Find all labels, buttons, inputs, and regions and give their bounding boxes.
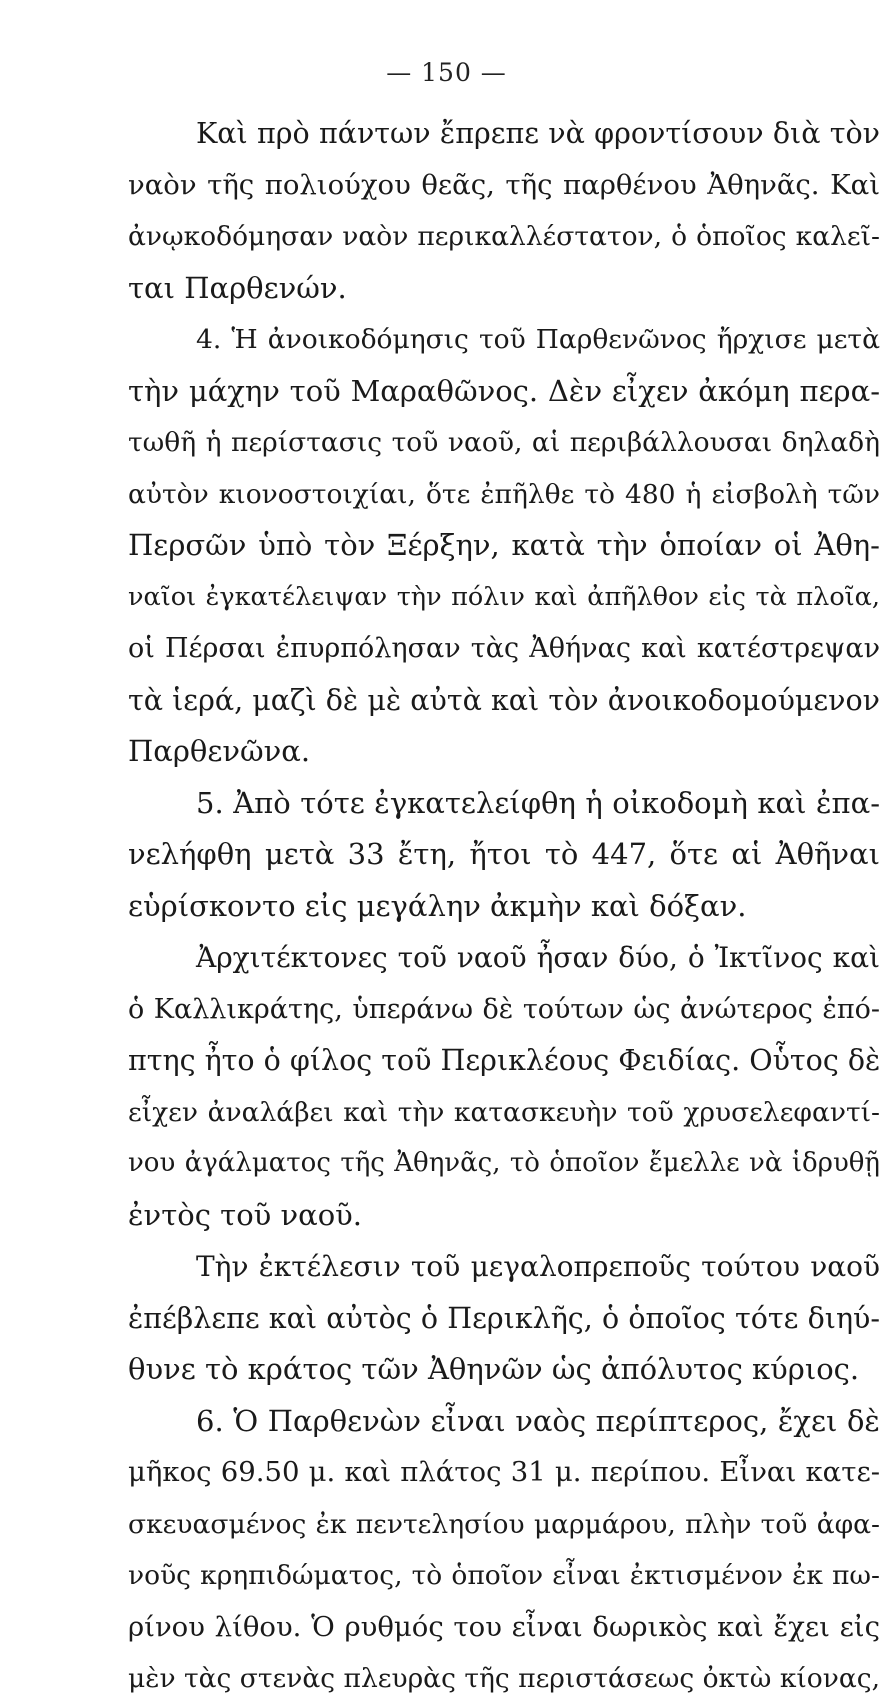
text-line: σκευασμένος ἐκ πεντελησίου μαρμάρου, πλὴν τοῦ ἀφα- (128, 1508, 880, 1540)
text-line: αὐτὸν κιονοστοιχίαι, ὅτε ἐπῆλθε τὸ 480 ἡ εἰσβολὴ τῶν (128, 478, 880, 510)
text-line: εὑρίσκοντο εἰς μεγάλην ἀκμὴν καὶ δόξαν. (128, 888, 747, 923)
text-line: νοῦς κρηπιδώματος, τὸ ὁποῖον εἶναι ἐκτισμένον ἐκ πω- (128, 1560, 880, 1591)
text-line: Περσῶν ὑπὸ τὸν Ξέρξην, κατὰ τὴν ὁποίαν οἱ Ἀθη- (128, 528, 880, 562)
text-line: τὴν μάχην τοῦ Μαραθῶνος. Δὲν εἶχεν ἀκόμη περα- (128, 373, 880, 408)
text-line: νελήφθη μετὰ 33 ἔτη, ἤτοι τὸ 447, ὅτε αἱ Ἀθῆναι (128, 837, 880, 871)
text-line: θυνε τὸ κράτος τῶν Ἀθηνῶν ὡς ἀπόλυτος κύριος. (128, 1352, 860, 1386)
text-line: ται Παρθενών. (128, 270, 347, 305)
text-line: Καὶ πρὸ πάντων ἔπρεπε νὰ φροντίσουν διὰ τὸν (196, 117, 880, 150)
text-line: ἐντὸς τοῦ ναοῦ. (128, 1197, 363, 1232)
text-line: εἶχεν ἀναλάβει καὶ τὴν κατασκευὴν τοῦ χρυσελεφαντί- (128, 1096, 880, 1128)
text-line: ἐπέβλεπε καὶ αὐτὸς ὁ Περικλῆς, ὁ ὁποῖος τότε διηύ- (128, 1301, 880, 1335)
text-line: τὰ ἱερά, μαζὶ δὲ μὲ αὐτὰ καὶ τὸν ἀνοικοδομούμενον (128, 683, 880, 717)
text-line: 5. Ἀπὸ τότε ἐγκατελείφθη ἡ οἰκοδομὴ καὶ ἐπα- (196, 785, 880, 820)
body-text (128, 108, 880, 1705)
text-line: 4. Ἡ ἀνοικοδόμησις τοῦ Παρθενῶνος ἤρχισε μετὰ (196, 324, 880, 355)
text-line: ναὸν τῆς πολιούχου θεᾶς, τῆς παρθένου Ἀθηνᾶς. Καὶ (128, 168, 880, 201)
text-line: Ἀρχιτέκτονες τοῦ ναοῦ ἦσαν δύο, ὁ Ἰκτῖνος καὶ (196, 941, 880, 974)
text-line: 6. Ὁ Παρθενὼν εἶναι ναὸς περίπτερος, ἔχει δὲ (196, 1403, 880, 1438)
text-line: νου ἀγάλματος τῆς Ἀθηνᾶς, τὸ ὁποῖον ἔμελλε νὰ ἱδρυθῇ (128, 1148, 880, 1178)
text-line: τωθῆ ἡ περίστασις τοῦ ναοῦ, αἱ περιβάλλουσαι δηλαδὴ (128, 427, 880, 458)
page-number: — 150 — (386, 58, 507, 87)
text-line: μὲν τὰς στενὰς πλευρὰς τῆς περιστάσεως ὀκτὼ κίονας, (128, 1663, 880, 1694)
text-line: ρίνου λίθου. Ὁ ρυθμός του εἶναι δωρικὸς καὶ ἔχει εἰς (128, 1610, 880, 1643)
text-line: μῆκος 69.50 μ. καὶ πλάτος 31 μ. περίπου. Εἶναι κατε- (128, 1456, 880, 1488)
text-line: ἀνῳκοδόμησαν ναὸν περικαλλέστατον, ὁ ὁποῖος καλεῖ- (128, 221, 880, 252)
text-line: ναῖοι ἐγκατέλειψαν τὴν πόλιν καὶ ἀπῆλθον εἰς τὰ πλοῖα, (128, 581, 880, 612)
text-line: πτης ἦτο ὁ φίλος τοῦ Περικλέους Φειδίας. Οὗτος δὲ (128, 1044, 880, 1077)
text-line: Παρθενῶνα. (128, 734, 311, 768)
text-line: οἱ Πέρσαι ἐπυρπόλησαν τὰς Ἀθήνας καὶ κατέστρεψαν (128, 633, 880, 664)
text-line: ὁ Καλλικράτης, ὑπεράνω δὲ τούτων ὡς ἀνώτερος ἐπό- (128, 993, 880, 1025)
text-line: Τὴν ἐκτέλεσιν τοῦ μεγαλοπρεποῦς τούτου ναοῦ (196, 1250, 880, 1283)
